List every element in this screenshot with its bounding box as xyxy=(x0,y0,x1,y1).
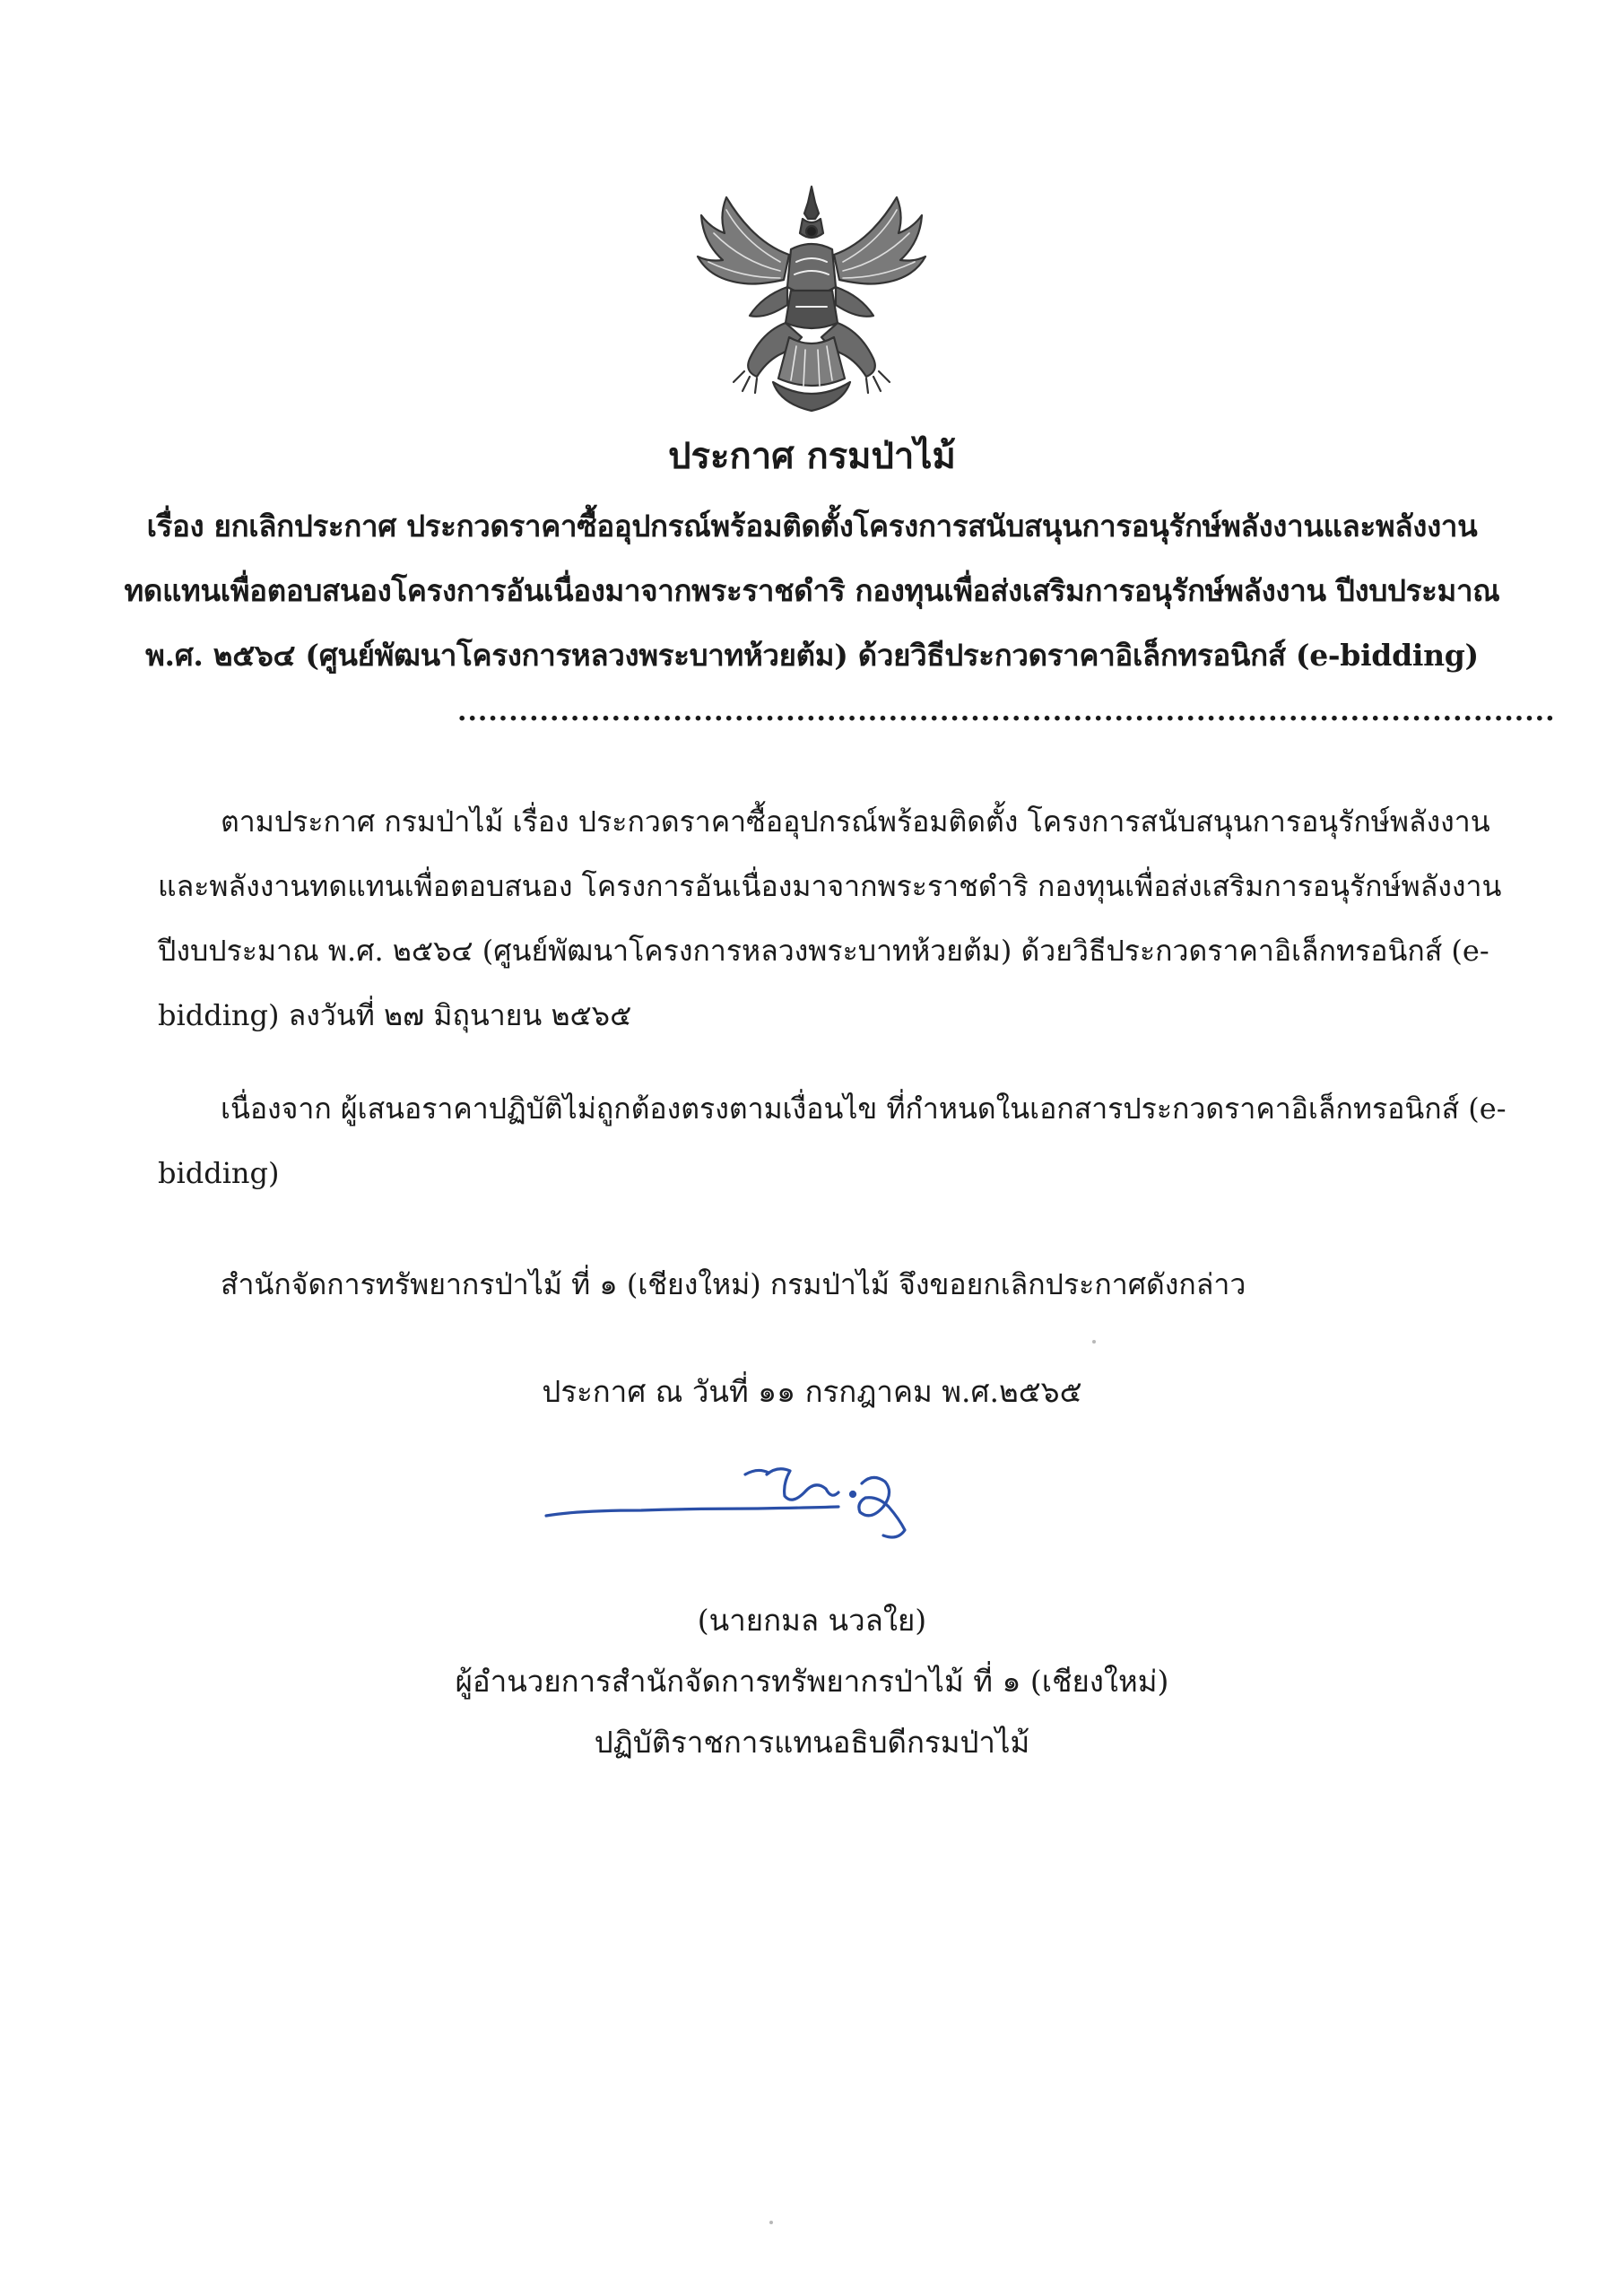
paragraph-cancellation xyxy=(158,1252,1467,1317)
announcement-date: ประกาศ ณ วันที่ ๑๑ กรกฎาคม พ.ศ.๒๕๖๕ xyxy=(542,1374,1082,1409)
paragraph-line: bidding) ลงวันที่ ๒๗ มิถุนายน ๒๕๖๕ xyxy=(158,998,632,1032)
paragraph-reason xyxy=(158,1076,1507,1205)
subject-line-3: พ.ศ. ๒๕๖๔ (ศูนย์พัฒนาโครงการหลวงพระบาทห้วยต้ม) ด้วยวิธีประกวดราคาอิเล็กทรอนิกส์ (e-bidding) xyxy=(145,638,1479,673)
scan-speck xyxy=(769,2221,773,2224)
paragraph-line: และพลังงานทดแทนเพื่อตอบสนอง โครงการอันเนื่องมาจากพระราชดำริ กองทุนเพื่อส่งเสริมการอนุรักษ์พลังงาน xyxy=(158,869,1502,903)
paragraph-line: สำนักจัดการทรัพยากรป่าไม้ ที่ ๑ (เชียงใหม่) กรมป่าไม้ จึงขอยกเลิกประกาศดังกล่าว xyxy=(221,1267,1246,1301)
subject-line-1: เรื่อง ยกเลิกประกาศ ประกวดราคาซื้ออุปกรณ์พร้อมติดตั้งโครงการสนับสนุนการอนุรักษ์พลังงานและพลังงาน xyxy=(146,509,1478,544)
paragraph-line: เนื่องจาก ผู้เสนอราคาปฏิบัติไม่ถูกต้องตรงตามเงื่อนไข ที่กำหนดในเอกสารประกวดราคาอิเล็กทรอนิกส์ (e- xyxy=(221,1091,1507,1126)
handwritten-signature xyxy=(543,1453,964,1552)
garuda-emblem-icon xyxy=(690,179,933,417)
paragraph-reference xyxy=(158,789,1502,1048)
paragraph-line: ตามประกาศ กรมป่าไม้ เรื่อง ประกวดราคาซื้ออุปกรณ์พร้อมติดตั้ง โครงการสนับสนุนการอนุรักษ์พลังงาน xyxy=(221,804,1490,839)
signer-name: (นายกมล นวลใย) xyxy=(697,1603,927,1638)
paragraph-line: ปีงบประมาณ พ.ศ. ๒๕๖๔ (ศูนย์พัฒนาโครงการหลวงพระบาทห้วยต้ม) ด้วยวิธีประกวดราคาอิเล็กทรอนิกส์ (e- xyxy=(158,934,1489,968)
signer-acting-position: ปฏิบัติราชการแทนอธิบดีกรมป่าไม้ xyxy=(594,1725,1030,1760)
scan-speck xyxy=(1092,1340,1096,1344)
subject-line-2: ทดแทนเพื่อตอบสนองโครงการอันเนื่องมาจากพระราชดำริ กองทุนเพื่อส่งเสริมการอนุรักษ์พลังงาน ปีงบประมาณ xyxy=(124,573,1500,608)
signer-position: ผู้อำนวยการสำนักจัดการทรัพยากรป่าไม้ ที่ ๑ (เชียงใหม่) xyxy=(455,1664,1169,1699)
paragraph-line: bidding) xyxy=(158,1156,280,1190)
dotted-separator: ........................................................................................................... xyxy=(457,696,1556,727)
announcement-title: ประกาศ กรมป่าไม้ xyxy=(668,435,956,477)
